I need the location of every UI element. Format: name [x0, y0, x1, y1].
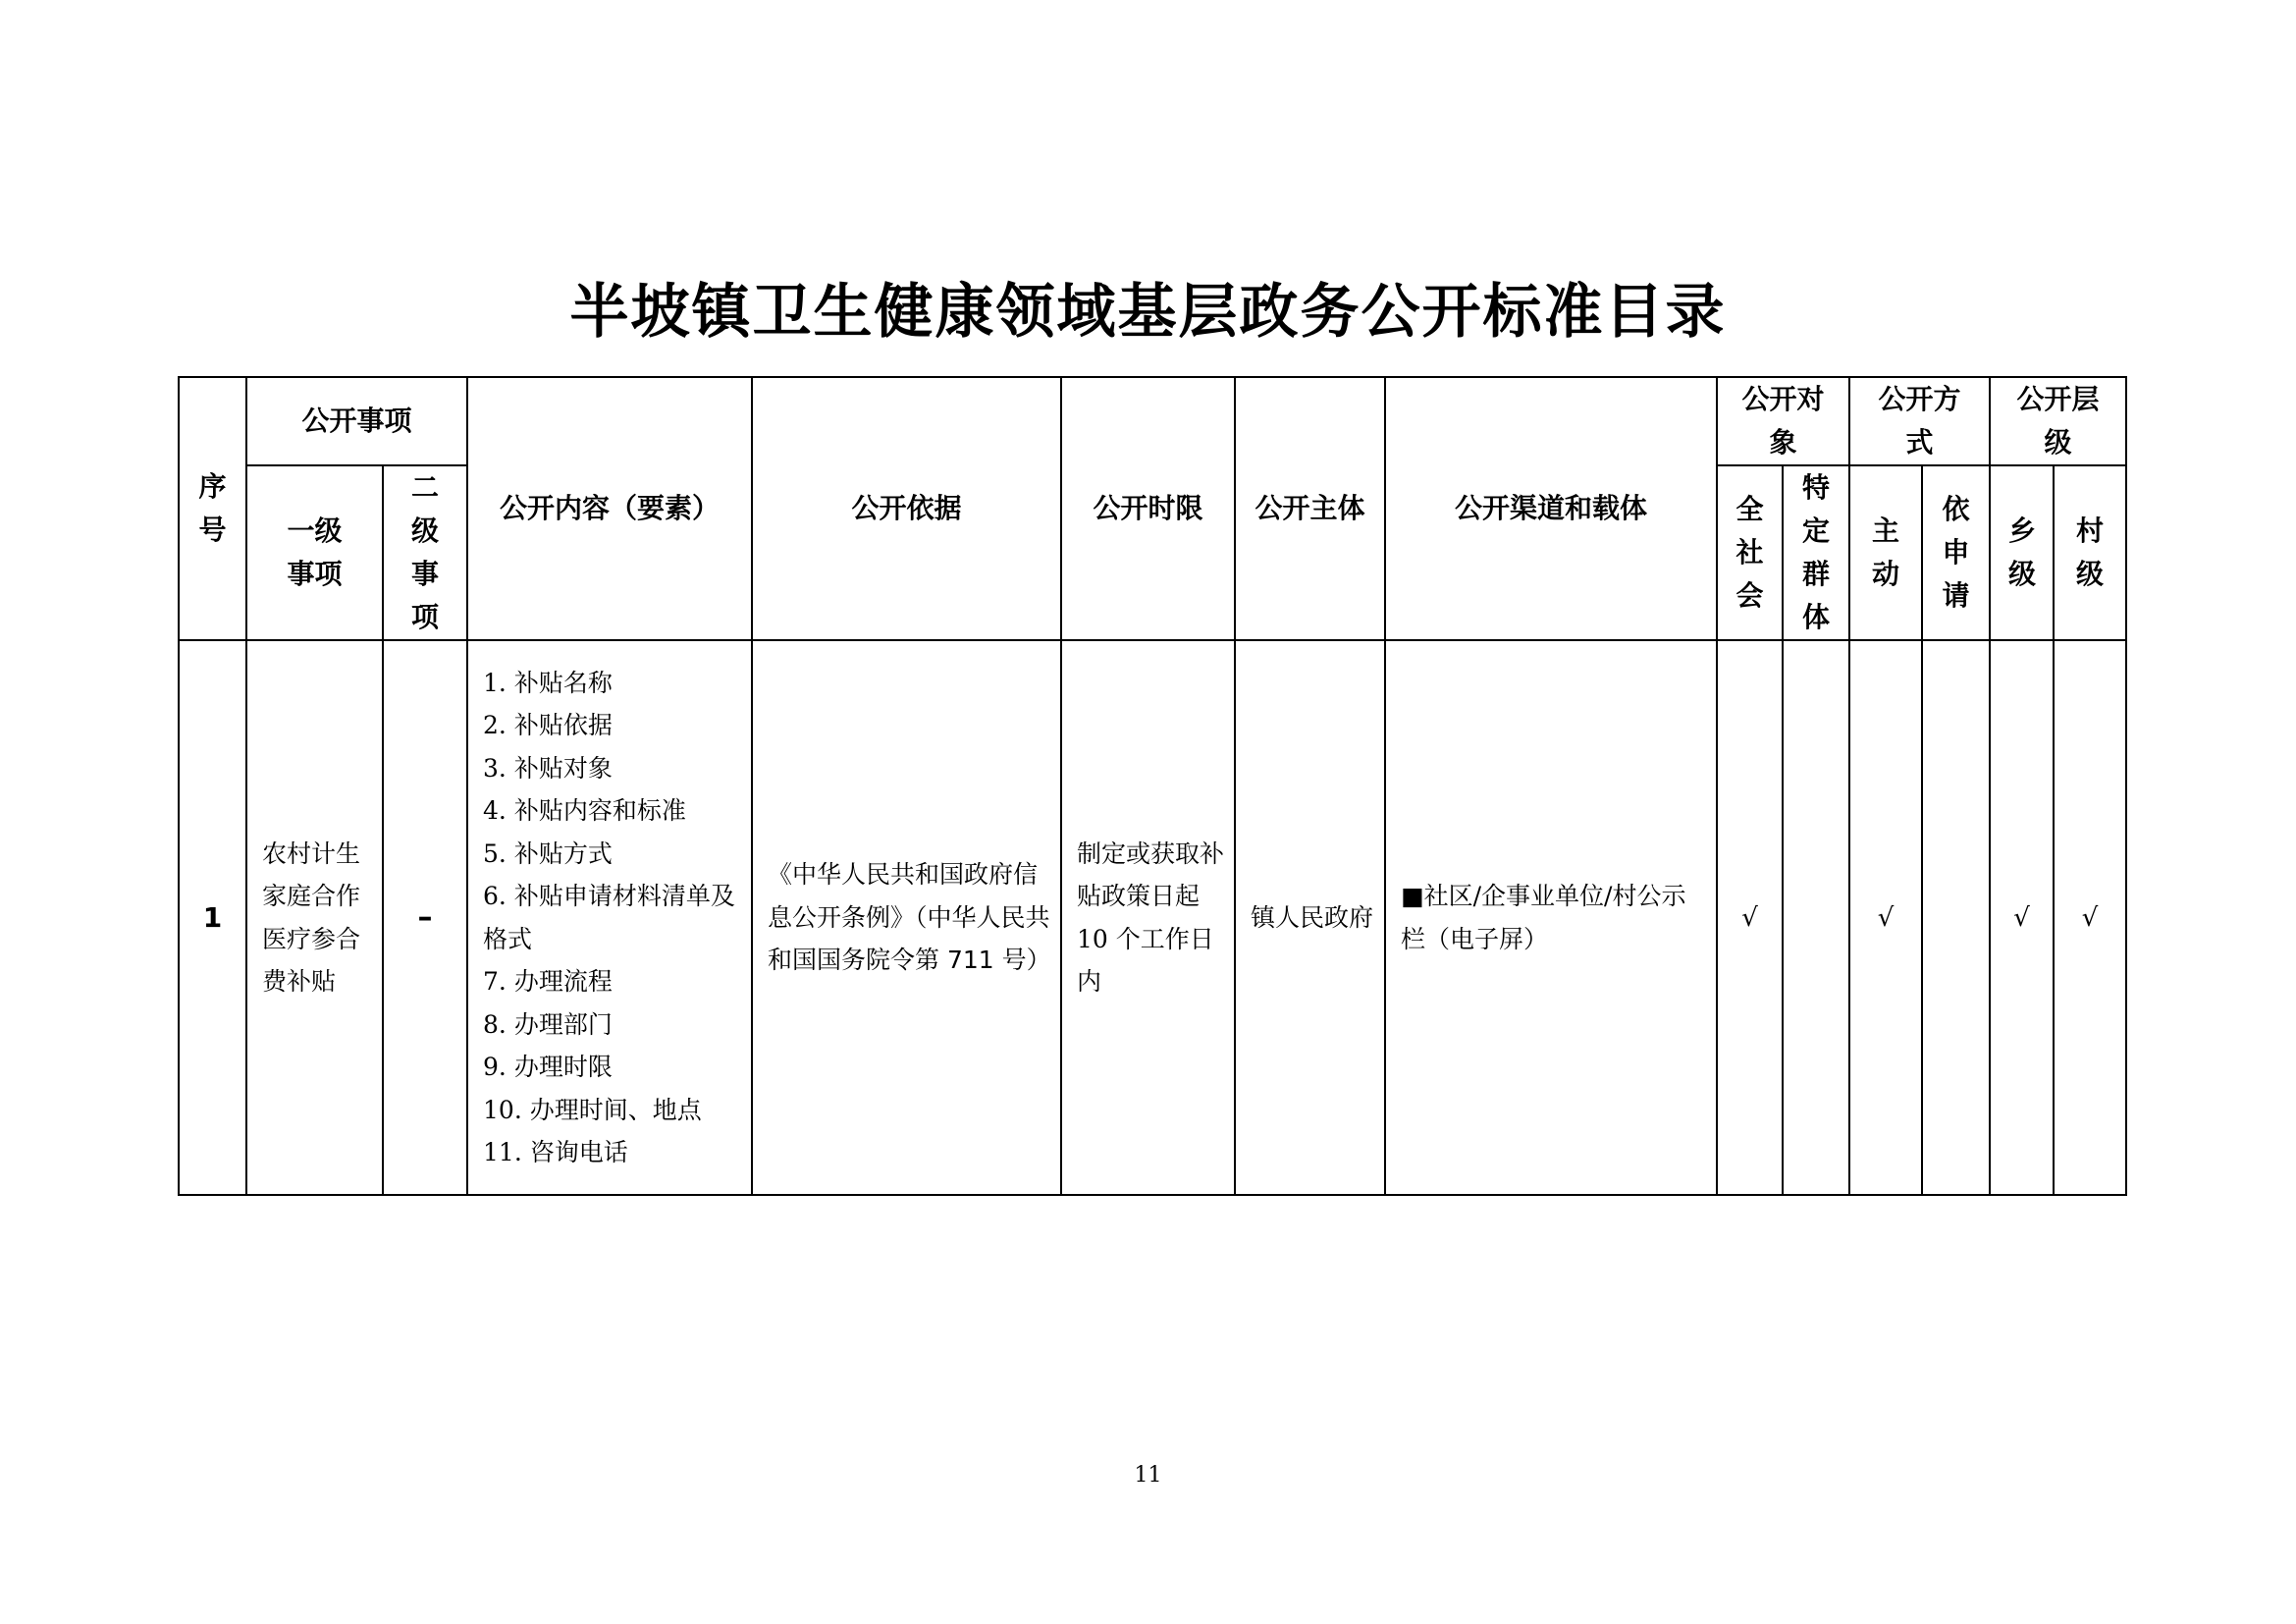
header-method-active: 主动	[1849, 465, 1922, 640]
row-content	[467, 640, 752, 1195]
header-method-group: 公开方式	[1849, 377, 1990, 465]
page-title: 半坡镇卫生健康领域基层政务公开标准目录	[569, 278, 1727, 347]
header-object-specific: 特定群体	[1783, 465, 1849, 640]
row-level2: –	[383, 640, 467, 1195]
content-list	[483, 662, 751, 1174]
list-item: 1. 补贴名称	[483, 668, 613, 697]
list-item: 11. 咨询电话	[483, 1138, 628, 1166]
check-method-active: √	[1849, 640, 1922, 1195]
header-method-apply: 依申请	[1922, 465, 1990, 640]
list-item: 9. 办理时限	[483, 1053, 613, 1081]
header-basis: 公开依据	[752, 377, 1061, 640]
table-row	[179, 640, 2126, 1195]
list-item: 2. 补贴依据	[483, 711, 613, 739]
row-basis: 《中华人民共和国政府信息公开条例》（中华人民共和国国务院令第 711 号）	[752, 640, 1061, 1195]
header-matter-group: 公开事项	[246, 377, 467, 465]
header-object-all: 全社会	[1717, 465, 1783, 640]
check-object-specific	[1783, 640, 1849, 1195]
list-item: 5. 补贴方式	[483, 839, 613, 868]
catalog-table	[178, 376, 2127, 1196]
header-seq: 序号	[179, 377, 246, 640]
row-time-limit: 制定或获取补贴政策日起 10 个工作日内	[1061, 640, 1235, 1195]
row-subject: 镇人民政府	[1235, 640, 1385, 1195]
header-level-village: 村级	[2054, 465, 2126, 640]
list-item: 4. 补贴内容和标准	[483, 796, 686, 825]
header-channel: 公开渠道和载体	[1385, 377, 1717, 640]
header-level2: 二级事项	[383, 465, 467, 640]
list-item: 8. 办理部门	[483, 1009, 613, 1039]
header-level1: 一级事项	[246, 465, 383, 640]
check-method-apply	[1922, 640, 1990, 1195]
header-time-limit: 公开时限	[1061, 377, 1235, 640]
list-item: 6. 补贴申请材料清单及格式	[483, 882, 735, 953]
check-object-all: √	[1717, 640, 1783, 1195]
row-seq: 1	[179, 640, 246, 1195]
list-item: 7. 办理流程	[483, 967, 613, 996]
check-level-village: √	[2054, 640, 2126, 1195]
page-number: 11	[1134, 1463, 1162, 1488]
header-level-group: 公开层级	[1990, 377, 2126, 465]
check-level-township: √	[1990, 640, 2054, 1195]
header-object-group: 公开对象	[1717, 377, 1849, 465]
header-content: 公开内容（要素）	[467, 377, 752, 640]
list-item: 3. 补贴对象	[483, 753, 613, 783]
list-item: 10. 办理时间、地点	[483, 1095, 702, 1124]
header-subject: 公开主体	[1235, 377, 1385, 640]
header-level-township: 乡级	[1990, 465, 2054, 640]
row-channel: ■社区/企事业单位/村公示栏（电子屏）	[1385, 640, 1717, 1195]
row-level1: 农村计生家庭合作医疗参合费补贴	[246, 640, 383, 1195]
